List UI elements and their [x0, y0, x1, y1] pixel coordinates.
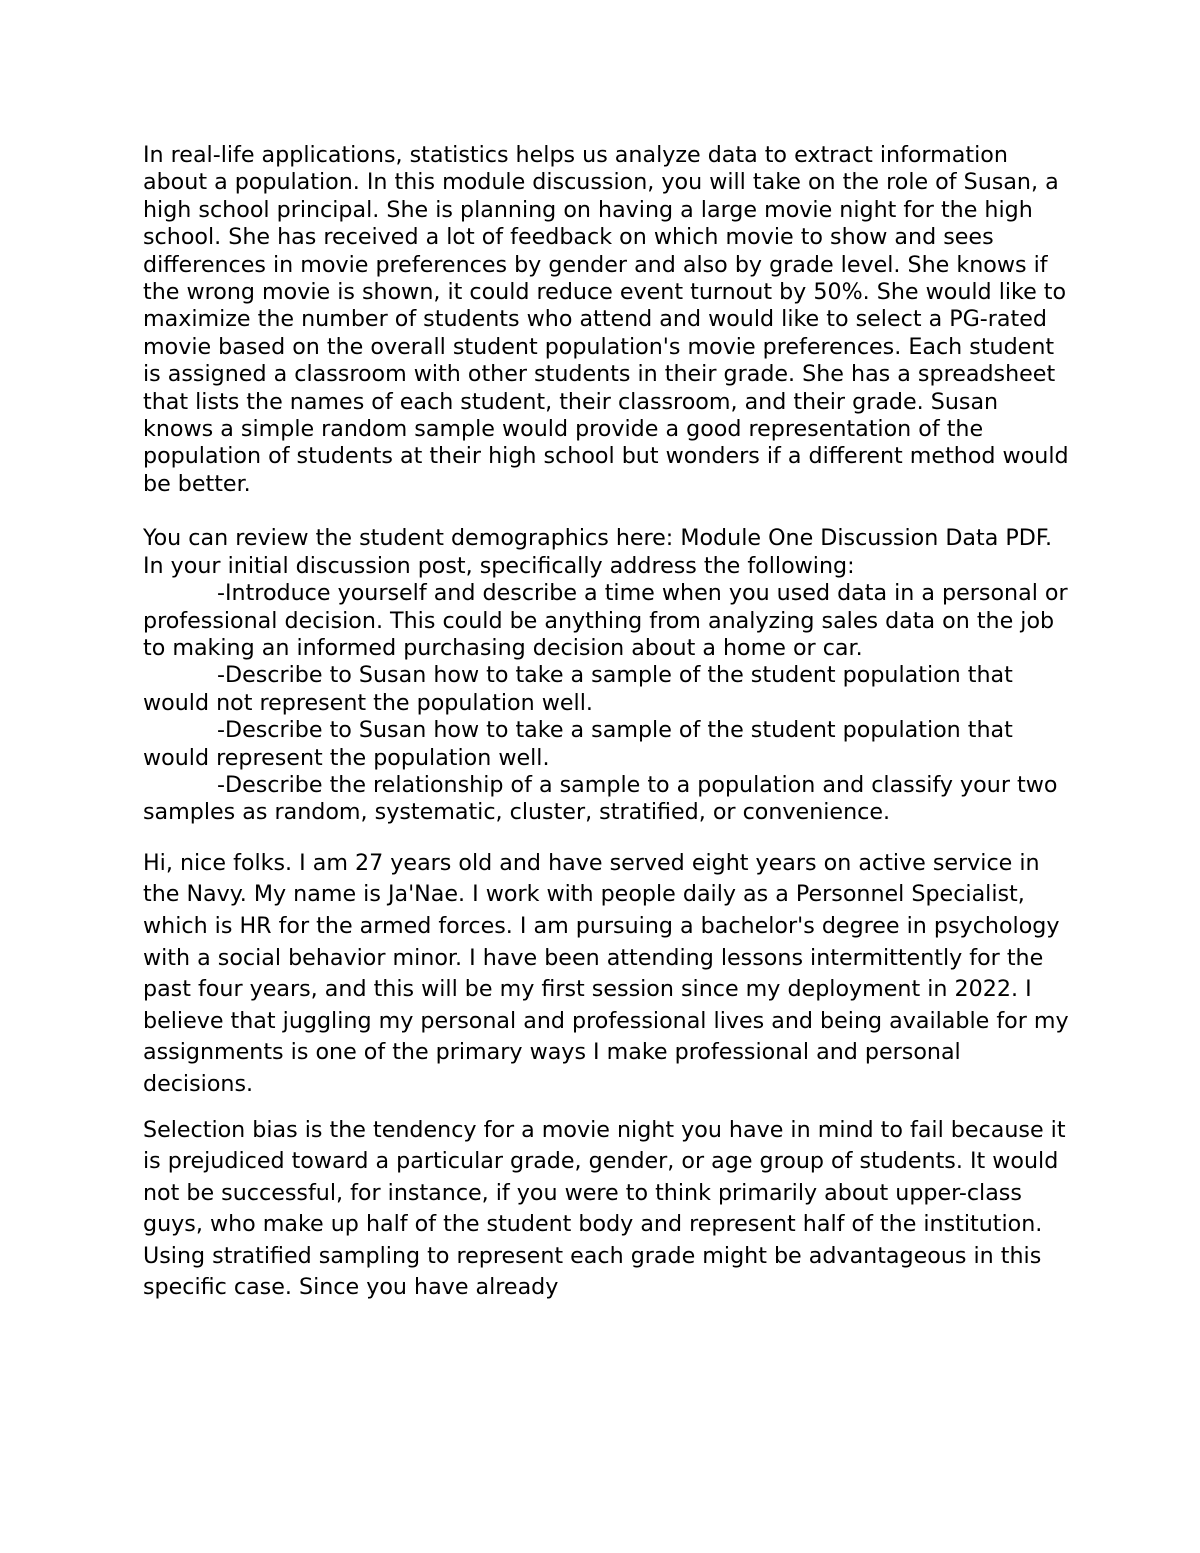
response-paragraph-selection-bias: Selection bias is the tendency for a movie night you have in mind to fail because it is prejudiced toward a particular grade, gender, or age group of students. It would not be successful, for instance, if you were to think primarily about upper-class guys, who make up half of the student body and represent half of the institution. Using stratified sampling to represent each grade might be advantageous in this specific case. Since you have already	[143, 1116, 1066, 1301]
paragraph-gap	[143, 498, 1073, 525]
bullet-introduce: -Introduce yourself and describe a time when you used data in a personal or professional decision. This could be anything from analyzing sales data on the job to making an informed purchasing decision about a home or car.	[143, 580, 1068, 661]
review-line: You can review the student demographics here: Module One Discussion Data PDF.	[143, 525, 1053, 552]
prompt-line: In your initial discussion post, specifically address the following:	[143, 552, 855, 579]
response-paragraph-intro: Hi, nice folks. I am 27 years old and have served eight years on active service in the Navy. My name is Ja'Nae. I work with people daily as a Personnel Specialist, which is HR for the armed forces. I am pursuing a bachelor's degree in psychology with a social behavior minor. I have been attending lessons intermittently for the past four years, and this will be my first session since my deployment in 2022. I believe that juggling my personal and professional lives and being available for my assignments is one of the primary ways I make professional and personal decisions.	[143, 849, 1069, 1097]
bullet-relationship: -Describe the relationship of a sample to a population and classify your two samples as random, systematic, cluster, stratified, or convenience.	[143, 771, 1058, 826]
bullet-not-represent: -Describe to Susan how to take a sample of the student population that would not represent the population well.	[143, 662, 1013, 716]
paragraph-gap	[143, 827, 1073, 848]
intro-paragraph: In real-life applications, statistics helps us analyze data to extract information about a population. In this module discussion, you will take on the role of Susan, a high school principal. She is planning on having a large movie night for the high school. She has received a lot of feedback on which movie to show and sees differences in movie preferences by gender and also by grade level. She knows if the wrong movie is shown, it could reduce event turnout by 50%. She would like to maximize the number of students who attend and would like to select a PG-rated movie based on the overall student population's movie preferences. Each student is assigned a classroom with other students in their grade. She has a spreadsheet that lists the names of each student, their classroom, and their grade. Susan knows a simple random sample would provide a good representation of the population of students at their high school but wonders if a different method would be better.	[143, 142, 1069, 497]
bullet-represent: -Describe to Susan how to take a sample of the student population that would represent the population well.	[143, 717, 1013, 771]
document-body	[143, 142, 1073, 1304]
paragraph-gap	[143, 1101, 1073, 1115]
